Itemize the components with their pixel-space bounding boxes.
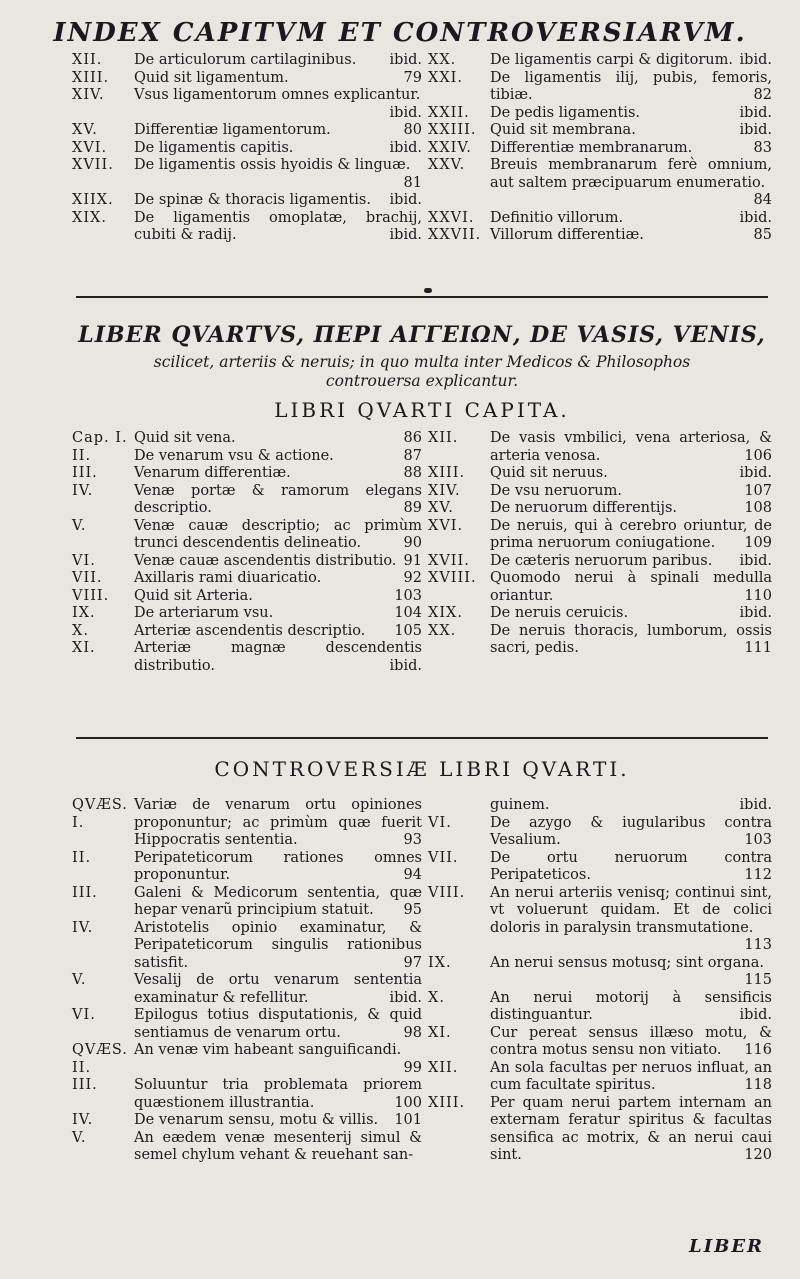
list-item — [428, 430, 772, 465]
entry-page: 79 — [403, 69, 422, 86]
list-item — [428, 1060, 772, 1095]
entry-number: XXII. — [428, 104, 470, 121]
entry-text — [490, 553, 772, 571]
entry-title: De ligamentis carpi & digitorum. — [490, 52, 733, 68]
entry-number: XIII. — [428, 1094, 466, 1111]
entry-number: VIII. — [428, 884, 466, 901]
entry-text — [490, 483, 772, 501]
liber-subtitle-line: scilicet, arteriis & neruis; in quo multa inter Medicos & Philosophos — [153, 353, 691, 371]
entry-text — [134, 850, 422, 885]
entry-title: Villorum differentiæ. — [490, 227, 644, 243]
list-item — [72, 430, 422, 448]
entry-title: Cur pereat sensus illæso motu, & contra motus sensu non vitiato. — [490, 1024, 772, 1058]
entry-number: III. — [72, 465, 98, 481]
entry-page: ibid. — [739, 465, 772, 481]
list-item — [428, 955, 772, 990]
list-item — [428, 797, 772, 815]
entry-page: 80 — [403, 122, 422, 138]
entry-page: ibid. — [389, 192, 422, 208]
entry-number: XXV. — [428, 157, 466, 173]
entry-text — [134, 518, 422, 553]
entry-page: ibid. — [739, 797, 772, 813]
entry-page: 104 — [394, 605, 422, 621]
entry-text — [134, 192, 422, 210]
entry-number: XXIII. — [428, 122, 477, 138]
entry-page: ibid. — [389, 52, 422, 68]
entry-text — [134, 972, 422, 1007]
controversiae-section — [72, 797, 772, 1217]
controversiae-heading: CONTROVERSIÆ LIBRI QVARTI. — [214, 757, 630, 781]
entry-number: XXI. — [428, 69, 463, 86]
entry-text — [490, 157, 772, 210]
entry-title: De vsu neruorum. — [490, 482, 622, 499]
entry-page: 83 — [753, 139, 772, 156]
entry-page: 108 — [744, 500, 772, 516]
entry-title: Galeni & Medicorum sententia, quæ hepar venarũ principium statuit. — [134, 884, 422, 918]
list-item — [428, 990, 772, 1025]
entry-number: XX. — [428, 622, 457, 639]
divider-rule — [76, 296, 768, 298]
controversiae-left-column — [72, 797, 422, 1165]
entry-title: De neruorum differentijs. — [490, 500, 678, 516]
entry-title: De arteriarum vsu. — [134, 605, 274, 621]
entry-title: Venæ cauæ ascendentis distributio. — [134, 552, 397, 569]
list-item — [428, 210, 772, 228]
entry-text — [490, 1060, 772, 1095]
entry-text — [134, 52, 422, 70]
entry-page: 82 — [753, 87, 772, 103]
entry-text — [134, 430, 422, 448]
entry-text — [490, 955, 772, 990]
entry-page: ibid. — [739, 552, 772, 569]
entry-title: Breuis membranarum ferè omnium, aut saltem præcipuarum enumeratio. — [490, 157, 772, 191]
entry-title: guinem. — [490, 797, 550, 813]
list-item — [428, 885, 772, 955]
entry-page: ibid. — [739, 605, 772, 621]
list-item — [72, 1077, 422, 1112]
entry-number: XIX. — [428, 605, 463, 621]
entry-text — [134, 122, 422, 140]
entry-text — [134, 920, 422, 973]
entry-text — [134, 1007, 422, 1042]
list-item — [428, 623, 772, 658]
index-section — [72, 52, 772, 282]
index-left-column — [72, 52, 422, 245]
entry-title: Quid sit vena. — [134, 430, 236, 446]
list-item — [72, 210, 422, 245]
list-item — [428, 122, 772, 140]
list-item — [72, 972, 422, 1007]
entry-number: III. — [72, 1077, 98, 1093]
entry-title: De azygo & iugularibus contra Vesalium. — [490, 814, 772, 848]
entry-number: XIV. — [72, 87, 105, 103]
entry-number: XVI. — [72, 139, 108, 156]
list-item — [428, 52, 772, 70]
list-item — [72, 140, 422, 158]
entry-number: X. — [72, 622, 89, 639]
entry-title: An nerui motorij à sensificis distinguantur. — [490, 989, 772, 1023]
entry-number: XI. — [72, 640, 96, 656]
entry-page: 115 — [744, 972, 772, 988]
entry-title: Quid sit membrana. — [490, 122, 636, 138]
liber-subtitle-line: controuersa explicantur. — [325, 372, 519, 390]
list-item — [428, 605, 772, 623]
list-item — [72, 1130, 422, 1165]
entry-page: ibid. — [739, 52, 772, 68]
entry-text — [134, 1077, 422, 1112]
entry-number: QVÆS. II. — [72, 1042, 128, 1076]
entry-text — [490, 1025, 772, 1060]
entry-title: Differentiæ ligamentorum. — [134, 122, 331, 138]
entry-title: Venæ cauæ descriptio; ac primùm trunci descendentis delineatio. — [134, 517, 422, 551]
entry-title: Peripateticorum rationes omnes proponuntur. — [134, 849, 422, 883]
entry-number: X. — [428, 989, 445, 1006]
entry-text — [134, 553, 422, 571]
list-item — [72, 640, 422, 675]
entry-page: 113 — [744, 937, 772, 953]
list-item — [72, 122, 422, 140]
entry-number: XII. — [428, 430, 459, 446]
entry-text — [134, 157, 422, 192]
entry-text — [134, 465, 422, 483]
entry-page: 88 — [403, 465, 422, 481]
entry-text — [490, 122, 772, 140]
entry-text — [134, 605, 422, 623]
entry-number: IV. — [72, 919, 94, 936]
entry-title: De ligamentis ilij, pubis, femoris, tibiæ. — [490, 69, 772, 103]
entry-text — [490, 885, 772, 955]
running-head: INDEX CAPITVM ET CONTROVERSIARVM. — [53, 18, 747, 48]
entry-text — [134, 623, 422, 641]
entry-text — [134, 1042, 422, 1077]
entry-text — [490, 430, 772, 465]
entry-text — [490, 105, 772, 123]
entry-number: IX. — [428, 954, 452, 971]
entry-number: XVII. — [428, 552, 470, 569]
entry-text — [490, 570, 772, 605]
list-item — [72, 87, 422, 122]
list-item — [72, 920, 422, 973]
entry-number: VI. — [72, 552, 96, 569]
entry-page: ibid. — [739, 122, 772, 138]
entry-page: 93 — [403, 832, 422, 848]
entry-title: Quid sit Arteria. — [134, 587, 253, 604]
entry-page: ibid. — [739, 1007, 772, 1023]
entry-number: XII. — [428, 1059, 459, 1076]
entry-number: VIII. — [72, 587, 110, 604]
entry-title: Axillaris rami diuaricatio. — [134, 570, 322, 586]
list-item — [428, 1095, 772, 1165]
list-item — [428, 1025, 772, 1060]
entry-title: Quomodo nerui à spinali medulla oriantur. — [490, 570, 772, 604]
entry-number: XIII. — [72, 69, 110, 86]
entry-page: 95 — [403, 902, 422, 918]
entry-page: 98 — [403, 1024, 422, 1041]
entry-title: De ligamentis ossis hyoidis & linguæ. — [134, 157, 411, 173]
entry-number: VI. — [72, 1007, 96, 1023]
entry-title: Quid sit ligamentum. — [134, 69, 289, 86]
entry-page: 120 — [744, 1147, 772, 1163]
entry-page: 87 — [403, 447, 422, 464]
entry-text — [490, 623, 772, 658]
list-item — [428, 157, 772, 210]
entry-number: II. — [72, 849, 92, 866]
entry-page: 118 — [744, 1077, 772, 1093]
entry-title: Arteriæ ascendentis descriptio. — [134, 622, 366, 639]
entry-number: V. — [72, 1129, 87, 1146]
list-item — [72, 553, 422, 571]
list-item — [72, 483, 422, 518]
entry-page: 97 — [403, 954, 422, 971]
divider-rule — [76, 737, 768, 739]
list-item — [72, 518, 422, 553]
entry-title: Per quam nerui partem internam an externam feratur spiritus & facultas sensifica ac motrix, & an nerui caui sint. — [490, 1094, 772, 1163]
entry-title: An nerui arteriis venisq; continui sint, vt voluerunt quidam. Et de colici doloris in paralysin transmutatione. — [490, 884, 772, 936]
entry-number: III. — [72, 884, 98, 901]
entry-text — [490, 605, 772, 623]
entry-text — [134, 885, 422, 920]
entry-text — [490, 990, 772, 1025]
list-item — [428, 483, 772, 501]
list-item — [428, 500, 772, 518]
entry-text — [490, 210, 772, 228]
entry-title: Vesalij de ortu venarum sententia examinatur & refellitur. — [134, 972, 422, 1006]
entry-title: Soluuntur tria problemata priorem quæstionem illustrantia. — [134, 1077, 422, 1111]
entry-title: Vsus ligamentorum omnes explicantur. — [134, 87, 421, 103]
entry-title: Quid sit neruus. — [490, 465, 608, 481]
entry-text — [490, 465, 772, 483]
controversiae-right-column — [428, 797, 772, 1165]
entry-number: IX. — [72, 605, 96, 621]
entry-number: IV. — [72, 482, 94, 499]
list-item — [428, 570, 772, 605]
entry-page: 103 — [744, 832, 772, 848]
catchword: LIBER — [689, 1236, 764, 1257]
list-item — [428, 815, 772, 850]
entry-title: De articulorum cartilaginibus. — [134, 52, 357, 68]
entry-page: 103 — [394, 587, 422, 604]
entry-text — [134, 588, 422, 606]
list-item — [428, 70, 772, 105]
entry-text — [134, 1112, 422, 1130]
entry-text — [134, 640, 422, 675]
entry-title: De vasis vmbilici, vena arteriosa, & arteria venosa. — [490, 430, 772, 464]
entry-title: Epilogus totius disputationis, & quid sentiamus de venarum ortu. — [134, 1007, 422, 1041]
entry-text — [134, 570, 422, 588]
entry-page: 91 — [403, 552, 422, 569]
entry-page: ibid. — [389, 227, 422, 243]
list-item — [428, 553, 772, 571]
capita-left-column — [72, 430, 422, 675]
entry-number: XX. — [428, 52, 457, 68]
entry-number: QVÆS. I. — [72, 797, 128, 831]
entry-text — [490, 500, 772, 518]
entry-text — [134, 448, 422, 466]
list-item — [72, 570, 422, 588]
entry-page: 107 — [744, 482, 772, 499]
entry-text — [134, 797, 422, 850]
entry-text — [490, 518, 772, 553]
list-item — [72, 1007, 422, 1042]
list-item — [428, 518, 772, 553]
liber-title: LIBER QVARTVS, ΠΕΡΙ ΑΓΓΕΙΩΝ, DE VASIS, VENIS, — [78, 322, 766, 348]
entry-title: Differentiæ membranarum. — [490, 139, 693, 156]
entry-page: 110 — [744, 587, 772, 604]
entry-page: 92 — [403, 570, 422, 586]
capita-section — [72, 430, 772, 720]
entry-number: VI. — [428, 814, 452, 831]
entry-number: XXIV. — [428, 139, 472, 156]
entry-text — [134, 210, 422, 245]
list-item — [428, 140, 772, 158]
entry-text — [490, 70, 772, 105]
entry-title: De ligamentis omoplatæ, brachij, cubiti & radij. — [134, 209, 422, 243]
entry-number: XVIII. — [428, 570, 477, 586]
entry-title: An venæ vim habeant sanguificandi. — [134, 1042, 402, 1058]
entry-number: VII. — [72, 570, 103, 586]
capita-right-column — [428, 430, 772, 658]
entry-title: De pedis ligamentis. — [490, 104, 641, 121]
entry-text — [490, 52, 772, 70]
entry-page: 101 — [394, 1112, 422, 1128]
entry-title: De venarum sensu, motu & villis. — [134, 1112, 379, 1128]
entry-title: Venarum differentiæ. — [134, 465, 291, 481]
list-item — [428, 227, 772, 245]
list-item — [72, 70, 422, 88]
entry-page: 90 — [403, 535, 422, 551]
entry-text — [134, 483, 422, 518]
entry-text — [134, 70, 422, 88]
entry-title: De neruis, qui à cerebro oriuntur, de prima neruorum coniugatione. — [490, 517, 772, 551]
entry-page: 86 — [403, 430, 422, 446]
list-item — [72, 465, 422, 483]
entry-number: XV. — [72, 122, 98, 138]
entry-number: V. — [72, 972, 87, 988]
entry-page: 85 — [753, 227, 772, 243]
entry-title: Variæ de venarum ortu opiniones proponuntur; ac primùm quæ fuerit Hippocratis sententia. — [134, 797, 422, 848]
list-item — [428, 850, 772, 885]
capita-heading: LIBRI QVARTI CAPITA. — [274, 398, 570, 422]
liber-subtitle — [72, 353, 772, 391]
entry-page: 112 — [744, 867, 772, 883]
list-item — [72, 52, 422, 70]
entry-title: De ligamentis capitis. — [134, 139, 294, 156]
index-right-column — [428, 52, 772, 245]
entry-text — [490, 815, 772, 850]
entry-number — [428, 797, 490, 815]
entry-number: XII. — [72, 52, 103, 68]
entry-text — [490, 850, 772, 885]
entry-page: 100 — [394, 1094, 422, 1111]
entry-page: 84 — [753, 192, 772, 208]
entry-page: 94 — [403, 867, 422, 883]
entry-page: ibid. — [389, 104, 422, 121]
list-item — [72, 605, 422, 623]
entry-page: 89 — [403, 500, 422, 516]
entry-page: 106 — [744, 447, 772, 464]
entry-title: An nerui sensus motusq; sint organa. — [490, 954, 764, 971]
entry-number: XXVI. — [428, 209, 475, 226]
entry-number: IV. — [72, 1112, 94, 1128]
entry-page: ibid. — [739, 209, 772, 226]
entry-title: An eædem venæ mesenterij simul & semel chylum vehant & reuehant san- — [134, 1129, 422, 1163]
entry-number: XIIX. — [72, 192, 114, 208]
entry-title: De neruis ceruicis. — [490, 605, 629, 621]
ornament — [424, 288, 432, 293]
entry-number: II. — [72, 447, 92, 464]
entry-page: 111 — [744, 640, 772, 656]
entry-number: XIII. — [428, 465, 466, 481]
entry-number: V. — [72, 517, 87, 534]
entry-title: De venarum vsu & actione. — [134, 447, 334, 464]
entry-text — [134, 87, 422, 122]
entry-title: Aristotelis opinio examinatur, & Peripateticorum singulis rationibus satisfit. — [134, 919, 422, 971]
list-item — [72, 1042, 422, 1077]
entry-text — [490, 1095, 772, 1165]
entry-number: XV. — [428, 500, 454, 516]
list-item — [72, 885, 422, 920]
entry-page: ibid. — [389, 657, 422, 674]
entry-page: 99 — [403, 1059, 422, 1076]
entry-page: ibid. — [389, 989, 422, 1006]
list-item — [72, 192, 422, 210]
entry-text — [490, 140, 772, 158]
entry-number: VII. — [428, 849, 459, 866]
entry-number: XXVII. — [428, 227, 482, 243]
entry-page: 105 — [394, 622, 422, 639]
entry-page: ibid. — [739, 104, 772, 121]
entry-title: An sola facultas per neruos influat, an cum facultate spiritus. — [490, 1059, 772, 1093]
entry-page: ibid. — [389, 139, 422, 156]
list-item — [72, 157, 422, 192]
list-item — [72, 448, 422, 466]
entry-title: Arteriæ magnæ descendentis distributio. — [134, 640, 422, 674]
list-item — [72, 623, 422, 641]
entry-title: De cæteris neruorum paribus. — [490, 552, 713, 569]
entry-title: Venæ portæ & ramorum elegans descriptio. — [134, 482, 422, 516]
entry-text — [134, 140, 422, 158]
entry-text — [134, 1130, 422, 1165]
entry-page: 81 — [403, 174, 422, 191]
entry-number: Cap. I. — [72, 430, 128, 446]
entry-number: XIV. — [428, 482, 461, 499]
entry-text — [490, 797, 772, 815]
list-item — [428, 105, 772, 123]
entry-number: XI. — [428, 1024, 452, 1041]
entry-title: De spinæ & thoracis ligamentis. — [134, 192, 371, 208]
entry-page: 109 — [744, 535, 772, 551]
list-item — [72, 797, 422, 850]
entry-title: De neruis thoracis, lumborum, ossis sacri, pedis. — [490, 622, 772, 656]
list-item — [72, 850, 422, 885]
entry-text — [490, 227, 772, 245]
list-item — [72, 1112, 422, 1130]
list-item — [428, 465, 772, 483]
entry-title: Definitio villorum. — [490, 209, 624, 226]
entry-title: De ortu neruorum contra Peripateticos. — [490, 849, 772, 883]
entry-number: XVI. — [428, 517, 464, 534]
list-item — [72, 588, 422, 606]
entry-page: 116 — [744, 1042, 772, 1058]
entry-number: XVII. — [72, 157, 114, 173]
entry-number: XIX. — [72, 209, 107, 226]
